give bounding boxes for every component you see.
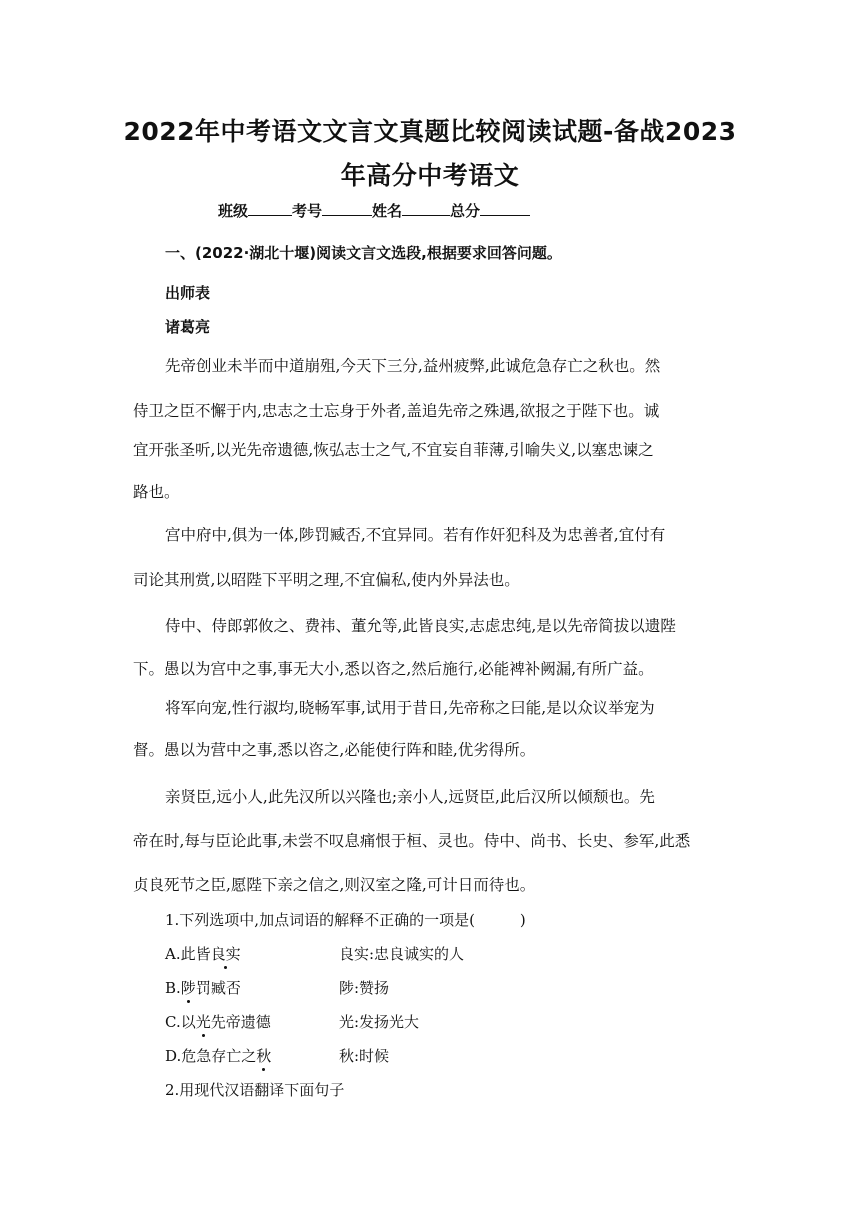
dotted-word: 秋	[256, 1047, 272, 1065]
class-label: 班级	[218, 202, 249, 220]
exam-no-label: 考号	[292, 202, 323, 220]
option-c[interactable]: C.以光先帝遗德	[165, 1013, 271, 1031]
passage-line: 先帝创业未半而中道崩殂,今天下三分,益州疲弊,此诚危急存亡之秋也。然	[165, 357, 661, 375]
passage-line: 侍卫之臣不懈于内,忠志之士忘身于外者,盖追先帝之殊遇,欲报之于陛下也。诚	[133, 402, 660, 420]
passage-line: 宜开张圣听,以光先帝遗德,恢弘志士之气,不宜妄自菲薄,引喻失义,以塞忠谏之	[133, 441, 654, 459]
dotted-word: 良实	[210, 945, 241, 963]
passage-line: 督。愚以为营中之事,悉以咨之,必能使行阵和睦,优劣得所。	[133, 741, 536, 759]
option-d[interactable]: D.危急存亡之秋	[165, 1047, 272, 1065]
passage-line: 下。愚以为宫中之事,事无大小,悉以咨之,然后施行,必能裨补阙漏,有所广益。	[133, 660, 654, 678]
class-blank[interactable]	[248, 201, 292, 216]
passage-line: 侍中、侍郎郭攸之、费祎、董允等,此皆良实,志虑忠纯,是以先帝简拔以遗陛	[165, 617, 676, 635]
name-label: 姓名	[372, 202, 403, 220]
article-title: 出师表	[165, 284, 211, 302]
option-a-explanation: 良实:忠良诚实的人	[339, 945, 465, 963]
option-a[interactable]: A.此皆良实	[165, 945, 241, 963]
passage-line: 贞良死节之臣,愿陛下亲之信之,则汉室之隆,可计日而待也。	[133, 876, 536, 894]
passage-line: 宫中府中,俱为一体,陟罚臧否,不宜异同。若有作奸犯科及为忠善者,宜付有	[165, 526, 666, 544]
document-title-line-1: 2022年中考语文文言文真题比较阅读试题-备战2023	[123, 117, 737, 146]
passage-line: 亲贤臣,远小人,此先汉所以兴隆也;亲小人,远贤臣,此后汉所以倾颓也。先	[165, 788, 655, 806]
dotted-word: 光	[195, 1013, 211, 1031]
question-1-stem: 1.下列选项中,加点词语的解释不正确的一项是( )	[165, 911, 526, 929]
question-2-stem: 2.用现代汉语翻译下面句子	[165, 1081, 345, 1099]
document-title-line-2: 年高分中考语文	[340, 161, 520, 190]
passage-line: 将军向宠,性行淑均,晓畅军事,试用于昔日,先帝称之曰能,是以众议举宠为	[165, 699, 655, 717]
option-b-explanation: 陟:赞扬	[339, 979, 390, 997]
article-author: 诸葛亮	[165, 318, 211, 336]
exam-no-blank[interactable]	[322, 201, 372, 216]
name-blank[interactable]	[402, 201, 450, 216]
option-c-explanation: 光:发扬光大	[339, 1013, 420, 1031]
dotted-word: 陟	[180, 979, 196, 997]
option-b[interactable]: B.陟罚臧否	[165, 979, 241, 997]
student-info-line	[218, 200, 530, 221]
section-heading: 一、(2022·湖北十堰)阅读文言文选段,根据要求回答问题。	[165, 244, 562, 262]
score-label: 总分	[450, 202, 481, 220]
passage-line: 司论其刑赏,以昭陛下平明之理,不宜偏私,使内外异法也。	[133, 571, 520, 589]
passage-line: 帝在时,每与臣论此事,未尝不叹息痛恨于桓、灵也。侍中、尚书、长史、参军,此悉	[133, 832, 691, 850]
option-d-explanation: 秋:时候	[339, 1047, 390, 1065]
passage-line: 路也。	[133, 483, 180, 501]
score-blank[interactable]	[480, 201, 530, 216]
